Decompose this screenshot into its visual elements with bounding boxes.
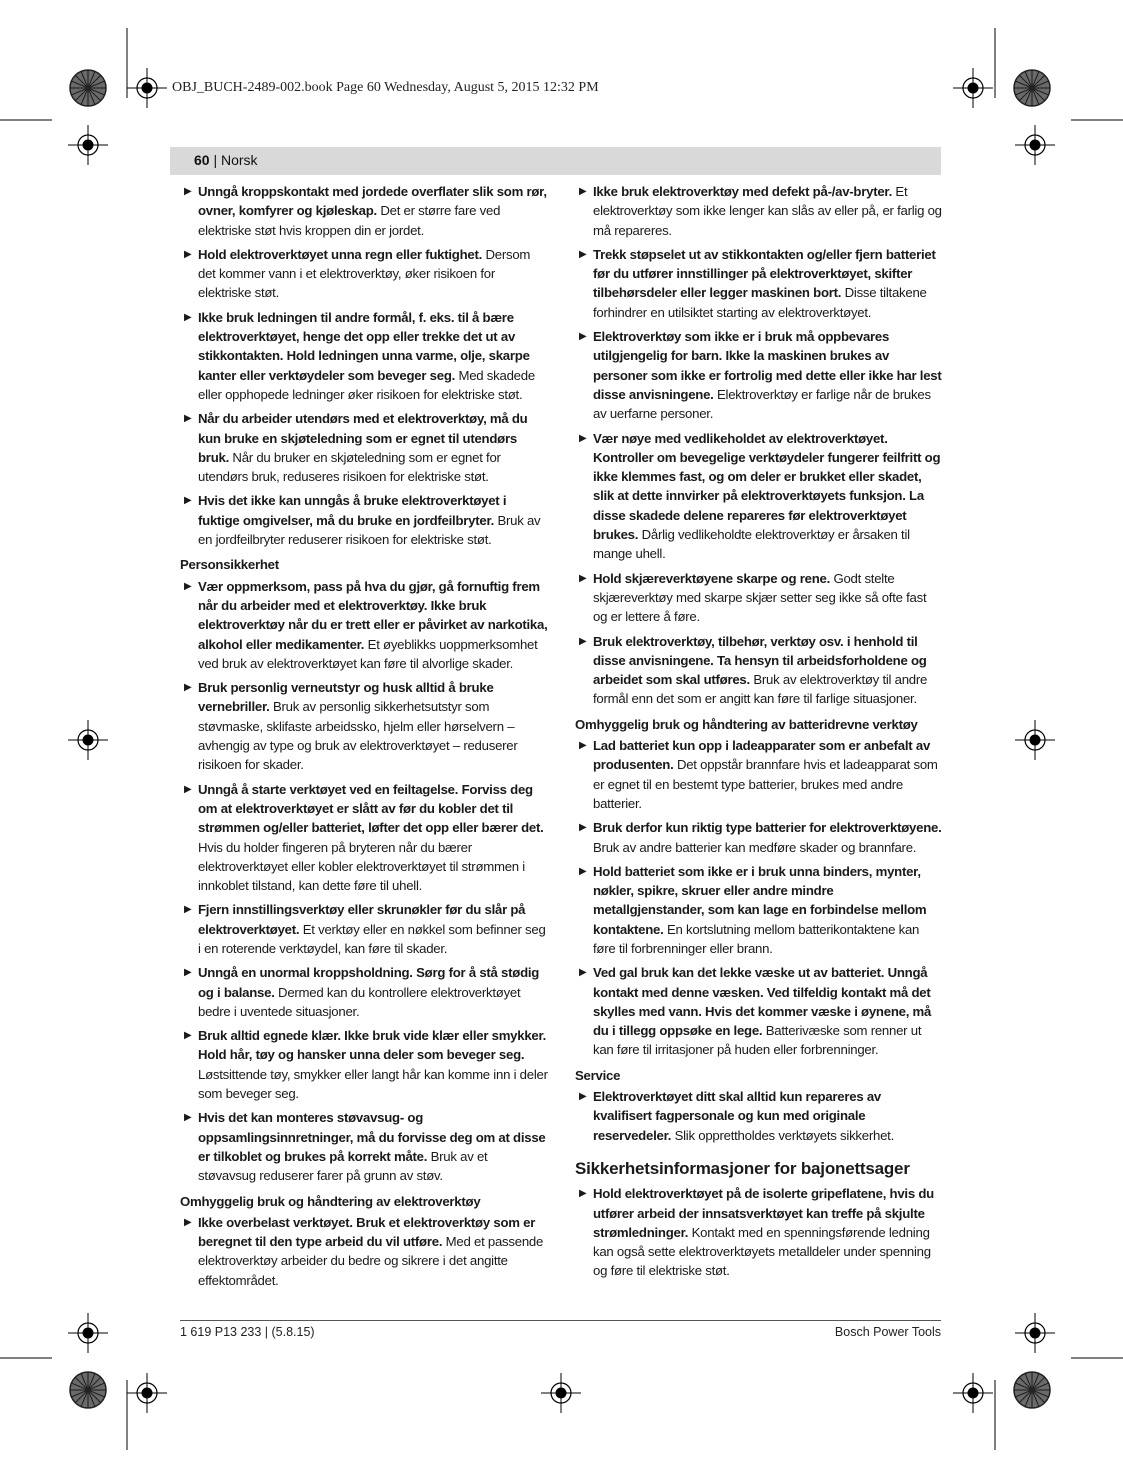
safety-instruction: [575, 245, 943, 322]
instruction-text: Løstsittende tøy, smykker eller langt hår kan komme inn i deler som beveger seg.: [198, 1066, 548, 1102]
print-slug: OBJ_BUCH-2489-002.book Page 60 Wednesday, August 5, 2015 12:32 PM: [172, 80, 599, 95]
left-column: [180, 182, 548, 1295]
instruction-text: Dermed kan du kontrollere elektroverktøyet bedre i uventede situasjoner.: [198, 984, 521, 1019]
right-column: [575, 182, 943, 1286]
header-separator: |: [209, 152, 221, 168]
instruction-lead: Lad batteriet kun opp i ladeapparater som er anbefalt av produsenten.: [593, 738, 931, 773]
instruction-lead: Hvis det kan monteres støvavsug- og oppsamlingsinnretninger, må du forvisse deg om at disse er tilkoblet og brukes på korrekt måte.: [198, 1110, 546, 1164]
instruction-text: Disse tiltakene forhindrer en utilsiktet starting av elektroverktøyet.: [593, 285, 927, 320]
bullet-arrow-icon: ▶: [184, 783, 192, 795]
safety-instruction: [180, 1026, 548, 1103]
bullet-arrow-icon: ▶: [184, 682, 192, 694]
instruction-lead: Unngå kroppskontakt med jordede overflater slik som rør, ovner, komfyrer og kjøleskap.: [198, 184, 547, 219]
instruction-lead: Unngå en unormal kroppsholdning. Sørg for å stå stødig og i balanse.: [198, 965, 540, 1000]
safety-instruction: [575, 862, 943, 958]
instruction-text: Et elektroverktøy som ikke lenger kan slås av eller på, er farlig og må repareres.: [593, 184, 942, 238]
starburst-icon: [70, 1372, 106, 1408]
instruction-text: Med skadede eller opphopede ledninger øker risikoen for elektriske støt.: [198, 367, 535, 402]
safety-instruction: [180, 1213, 548, 1290]
safety-instruction: [575, 327, 943, 423]
safety-instruction: [575, 736, 943, 813]
instruction-text: Bruk av elektroverktøy til andre formål enn det som er angitt kan føre til farlige situasjoner.: [593, 672, 928, 707]
bullet-arrow-icon: ▶: [579, 822, 587, 834]
registration-mark-icon: [68, 720, 108, 760]
bullet-arrow-icon: ▶: [184, 1112, 192, 1124]
bullet-arrow-icon: ▶: [579, 1091, 587, 1103]
bullet-arrow-icon: ▶: [579, 967, 587, 979]
subsection-heading: Omhyggelig bruk og håndtering av elektroverktøy: [180, 1193, 481, 1209]
bullet-arrow-icon: ▶: [579, 186, 587, 197]
instruction-text: Dårlig vedlikeholdte elektroverktøy er årsaken til mange uhell.: [593, 527, 910, 562]
page-header-label: [194, 152, 258, 168]
starburst-icon: [70, 70, 106, 106]
instruction-text: Hvis du holder fingeren på bryteren når du bærer elektroverktøyet eller kobler elektroverktøyet til strømmen i innkoblet tilstand, kan dette føre til uhell.: [198, 839, 525, 894]
instruction-text: En kortslutning mellom batterikontaktene kan føre til forbrenninger eller brann.: [593, 921, 920, 956]
instruction-lead: Hvis det ikke kan unngås å bruke elektroverktøyet i fuktige omgivelser, må du bruke en jordfeilbryter.: [198, 493, 507, 528]
registration-mark-icon: [68, 125, 108, 165]
bullet-arrow-icon: ▶: [184, 580, 192, 592]
bullet-arrow-icon: ▶: [579, 865, 587, 877]
footer-brand: Bosch Power Tools: [834, 1325, 941, 1339]
instruction-text: Det oppstår brannfare hvis et ladeapparat som er egnet til en bestemt type batterier, brukes med andre batterier.: [593, 757, 938, 811]
safety-instruction: [575, 1087, 943, 1145]
registration-mark-icon: [127, 68, 167, 108]
starburst-icon: [1014, 1372, 1050, 1408]
registration-mark-icon: [1015, 125, 1055, 165]
footer-divider: [180, 1320, 941, 1321]
safety-instruction: [180, 780, 548, 896]
bullet-arrow-icon: ▶: [184, 1030, 192, 1042]
bullet-arrow-icon: ▶: [184, 186, 192, 197]
registration-mark-icon: [953, 1373, 993, 1413]
instruction-text: Batterivæske som renner ut kan føre til irritasjoner på huden eller forbrenninger.: [593, 1023, 922, 1058]
instruction-text: Godt stelte skjæreverktøy med skarpe skjær setter seg ikke så ofte fast og er lettere å føre.: [593, 570, 927, 625]
instruction-text: Dersom det kommer vann i et elektroverktøy, øker risikoen for elektriske støt.: [198, 246, 531, 301]
instruction-text: Slik opprettholdes verktøyets sikkerhet.: [671, 1127, 894, 1143]
instruction-lead: Ikke overbelast verktøyet. Bruk et elektroverktøy som er beregnet til den type arbeid du vil utføre.: [198, 1214, 536, 1250]
safety-instruction: [575, 182, 943, 240]
instruction-lead: Ved gal bruk kan det lekke væske ut av batteriet. Unngå kontakt med denne væsken. Ved tilfeldig kontakt må det skylles med vann. Hvis det kommer væske i øynene, må du i tillegg oppsøke en lege.: [593, 965, 932, 1039]
bullet-arrow-icon: ▶: [184, 495, 192, 507]
instruction-text: Et øyeblikks uoppmerksomhet ved bruk av elektroverktøyet kan føre til alvorlige skader.: [198, 636, 538, 671]
registration-mark-icon: [1015, 1313, 1055, 1353]
safety-instruction: [180, 900, 548, 958]
subsection-heading: Omhyggelig bruk og håndtering av batteridrevne verktøy: [575, 716, 918, 732]
safety-instruction: [180, 308, 548, 404]
instruction-lead: Elektroverktøy som ikke er i bruk må oppbevares utilgjengelig for barn. Ikke la maskinen brukes av personer som ikke er fortrolig med dette eller ikke har lest disse anvisningene.: [593, 329, 942, 402]
bullet-arrow-icon: ▶: [579, 572, 587, 584]
instruction-lead: Bruk alltid egnede klær. Ikke bruk vide klær eller smykker. Hold hår, tøy og hansker unna deler som beveger seg.: [198, 1028, 547, 1063]
safety-instruction: [575, 569, 943, 627]
bullet-arrow-icon: ▶: [184, 1216, 192, 1228]
registration-mark-icon: [1015, 720, 1055, 760]
instruction-text: Elektroverktøy er farlige når de brukes av uerfarne personer.: [593, 386, 931, 422]
safety-instruction: [180, 491, 548, 549]
safety-instruction: [575, 429, 943, 564]
safety-instruction: [575, 632, 943, 709]
header-language: Norsk: [221, 152, 258, 168]
safety-instruction: [180, 409, 548, 486]
safety-instruction: [180, 1108, 548, 1185]
safety-instruction: [575, 963, 943, 1059]
instruction-lead: Ikke bruk elektroverktøy med defekt på-/av-bryter.: [593, 184, 893, 199]
instruction-lead: Når du arbeider utendørs med et elektroverktøy, må du kun bruke en skjøteledning som er egnet til utendørs bruk.: [198, 411, 528, 465]
instruction-lead: Bruk elektroverktøy, tilbehør, verktøy osv. i henhold til disse anvisningene. Ta hensyn til arbeidsforholdene og arbeidet som skal utføres.: [593, 633, 927, 688]
safety-instruction: [180, 963, 548, 1021]
instruction-lead: Hold batteriet som ikke er i bruk unna binders, mynter, nøkler, spikre, skruer eller andre mindre metallgjenstander, som kan lage en forbindelse mellom kontaktene.: [593, 863, 927, 937]
bullet-arrow-icon: ▶: [184, 413, 192, 425]
subsection-heading: Service: [575, 1067, 621, 1083]
subsection-heading: Personsikkerhet: [180, 557, 279, 573]
registration-mark-icon: [68, 1313, 108, 1353]
safety-instruction: [180, 678, 548, 774]
instruction-text: Bruk av personlig sikkerhetsutstyr som støvmaske, sklifaste arbeidssko, hjelm eller hørselvern – avhengig av type og bruk av elektroverktøyet – reduserer risikoen for skader.: [198, 699, 518, 773]
instruction-lead: Vær nøye med vedlikeholdet av elektroverktøyet. Kontroller om bevegelige verktøydeler fungerer feilfritt og ikke klemmes fast, og om deler er brukket eller skadet, slik at dette innvirker på elektroverktøyets funksjon. La disse skadede delene repareres før elektroverktøyet brukes.: [593, 430, 941, 543]
instruction-lead: Ikke bruk ledningen til andre formål, f. eks. til å bære elektroverktøyet, henge det opp eller trekke det ut av stikkontakten. Hold ledningen unna varme, olje, skarpe kanter eller verktøydeler som beveger seg.: [198, 309, 530, 383]
instruction-text: Et verktøy eller en nøkkel som befinner seg i en roterende verktøydel, kan føre til skader.: [198, 921, 546, 956]
bullet-arrow-icon: ▶: [184, 248, 192, 260]
instruction-lead: Elektroverktøyet ditt skal alltid kun repareres av kvalifisert fagpersonale og kun med originale reservedeler.: [593, 1089, 882, 1143]
instruction-text: Med et passende elektroverktøy arbeider du bedre og sikrere i det angitte effektområdet.: [198, 1234, 544, 1288]
bullet-arrow-icon: ▶: [184, 967, 192, 979]
instruction-lead: Hold elektroverktøyet unna regn eller fuktighet.: [198, 246, 483, 262]
bullet-arrow-icon: ▶: [579, 740, 587, 752]
bullet-arrow-icon: ▶: [579, 432, 587, 444]
instruction-lead: Hold skjæreverktøyene skarpe og rene.: [593, 570, 831, 586]
instruction-lead: Hold elektroverktøyet på de isolerte gripeflatene, hvis du utfører arbeid der innsatsverktøyet kan treffe på skjulte strømledninger.: [593, 1186, 934, 1240]
page-number: 60: [194, 152, 210, 168]
instruction-lead: Bruk derfor kun riktig type batterier for elektroverktøyene.: [593, 820, 942, 836]
instruction-lead: Fjern innstillingsverktøy eller skrunøkler før du slår på elektroverktøyet.: [198, 902, 526, 937]
page-header: [170, 147, 941, 175]
bullet-arrow-icon: ▶: [579, 1188, 587, 1200]
safety-instruction: [575, 1184, 943, 1280]
instruction-text: Kontakt med en spenningsførende ledning kan også sette elektroverktøyets metalldeler under spenning og føre til elektriske støt.: [593, 1224, 931, 1279]
registration-mark-icon: [541, 1373, 581, 1413]
instruction-text: Når du bruker en skjøteledning som er egnet for utendørs bruk, reduseres risikoen for elektriske støt.: [198, 449, 501, 485]
instruction-lead: Unngå å starte verktøyet ved en feiltagelse. Forviss deg om at elektroverktøyet er slått av før du kobler det til strømmen og/eller batteriet, løfter det opp eller bærer det.: [198, 781, 544, 836]
instruction-lead: Trekk støpselet ut av stikkontakten og/eller fjern batteriet før du utfører innstillinger på elektroverktøyet, skifter tilbehørsdeler eller legger maskinen bort.: [593, 246, 936, 301]
safety-instruction: [575, 818, 943, 857]
instruction-text: Det er større fare ved elektriske støt hvis kroppen din er jordet.: [198, 203, 501, 238]
instruction-lead: Vær oppmerksom, pass på hva du gjør, gå fornuftig frem når du arbeider med et elektroverktøy. Ikke bruk elektroverktøy når du er trett eller er påvirket av narkotika, alkohol eller medikamenter.: [198, 578, 548, 652]
safety-instruction: [180, 245, 548, 303]
starburst-icon: [1014, 70, 1050, 106]
safety-instruction: [180, 182, 548, 240]
bullet-arrow-icon: ▶: [184, 311, 192, 323]
footer-doc-number: 1 619 P13 233 | (5.8.15): [180, 1325, 315, 1339]
section-heading: Sikkerhetsinformasjoner for bajonettsager: [575, 1158, 910, 1178]
instruction-text: Bruk av et støvavsug reduserer farer på grunn av støv.: [198, 1148, 488, 1184]
bullet-arrow-icon: ▶: [184, 904, 192, 916]
bullet-arrow-icon: ▶: [579, 331, 587, 343]
registration-mark-icon: [127, 1373, 167, 1413]
bullet-arrow-icon: ▶: [579, 248, 587, 260]
instruction-text: Bruk av en jordfeilbryter reduserer risikoen for elektriske støt.: [198, 512, 541, 548]
registration-mark-icon: [953, 68, 993, 108]
safety-instruction: [180, 577, 548, 673]
instruction-lead: Bruk personlig verneutstyr og husk alltid å bruke vernebriller.: [198, 680, 494, 715]
bullet-arrow-icon: ▶: [579, 635, 587, 647]
instruction-text: Bruk av andre batterier kan medføre skader og brannfare.: [593, 839, 917, 855]
